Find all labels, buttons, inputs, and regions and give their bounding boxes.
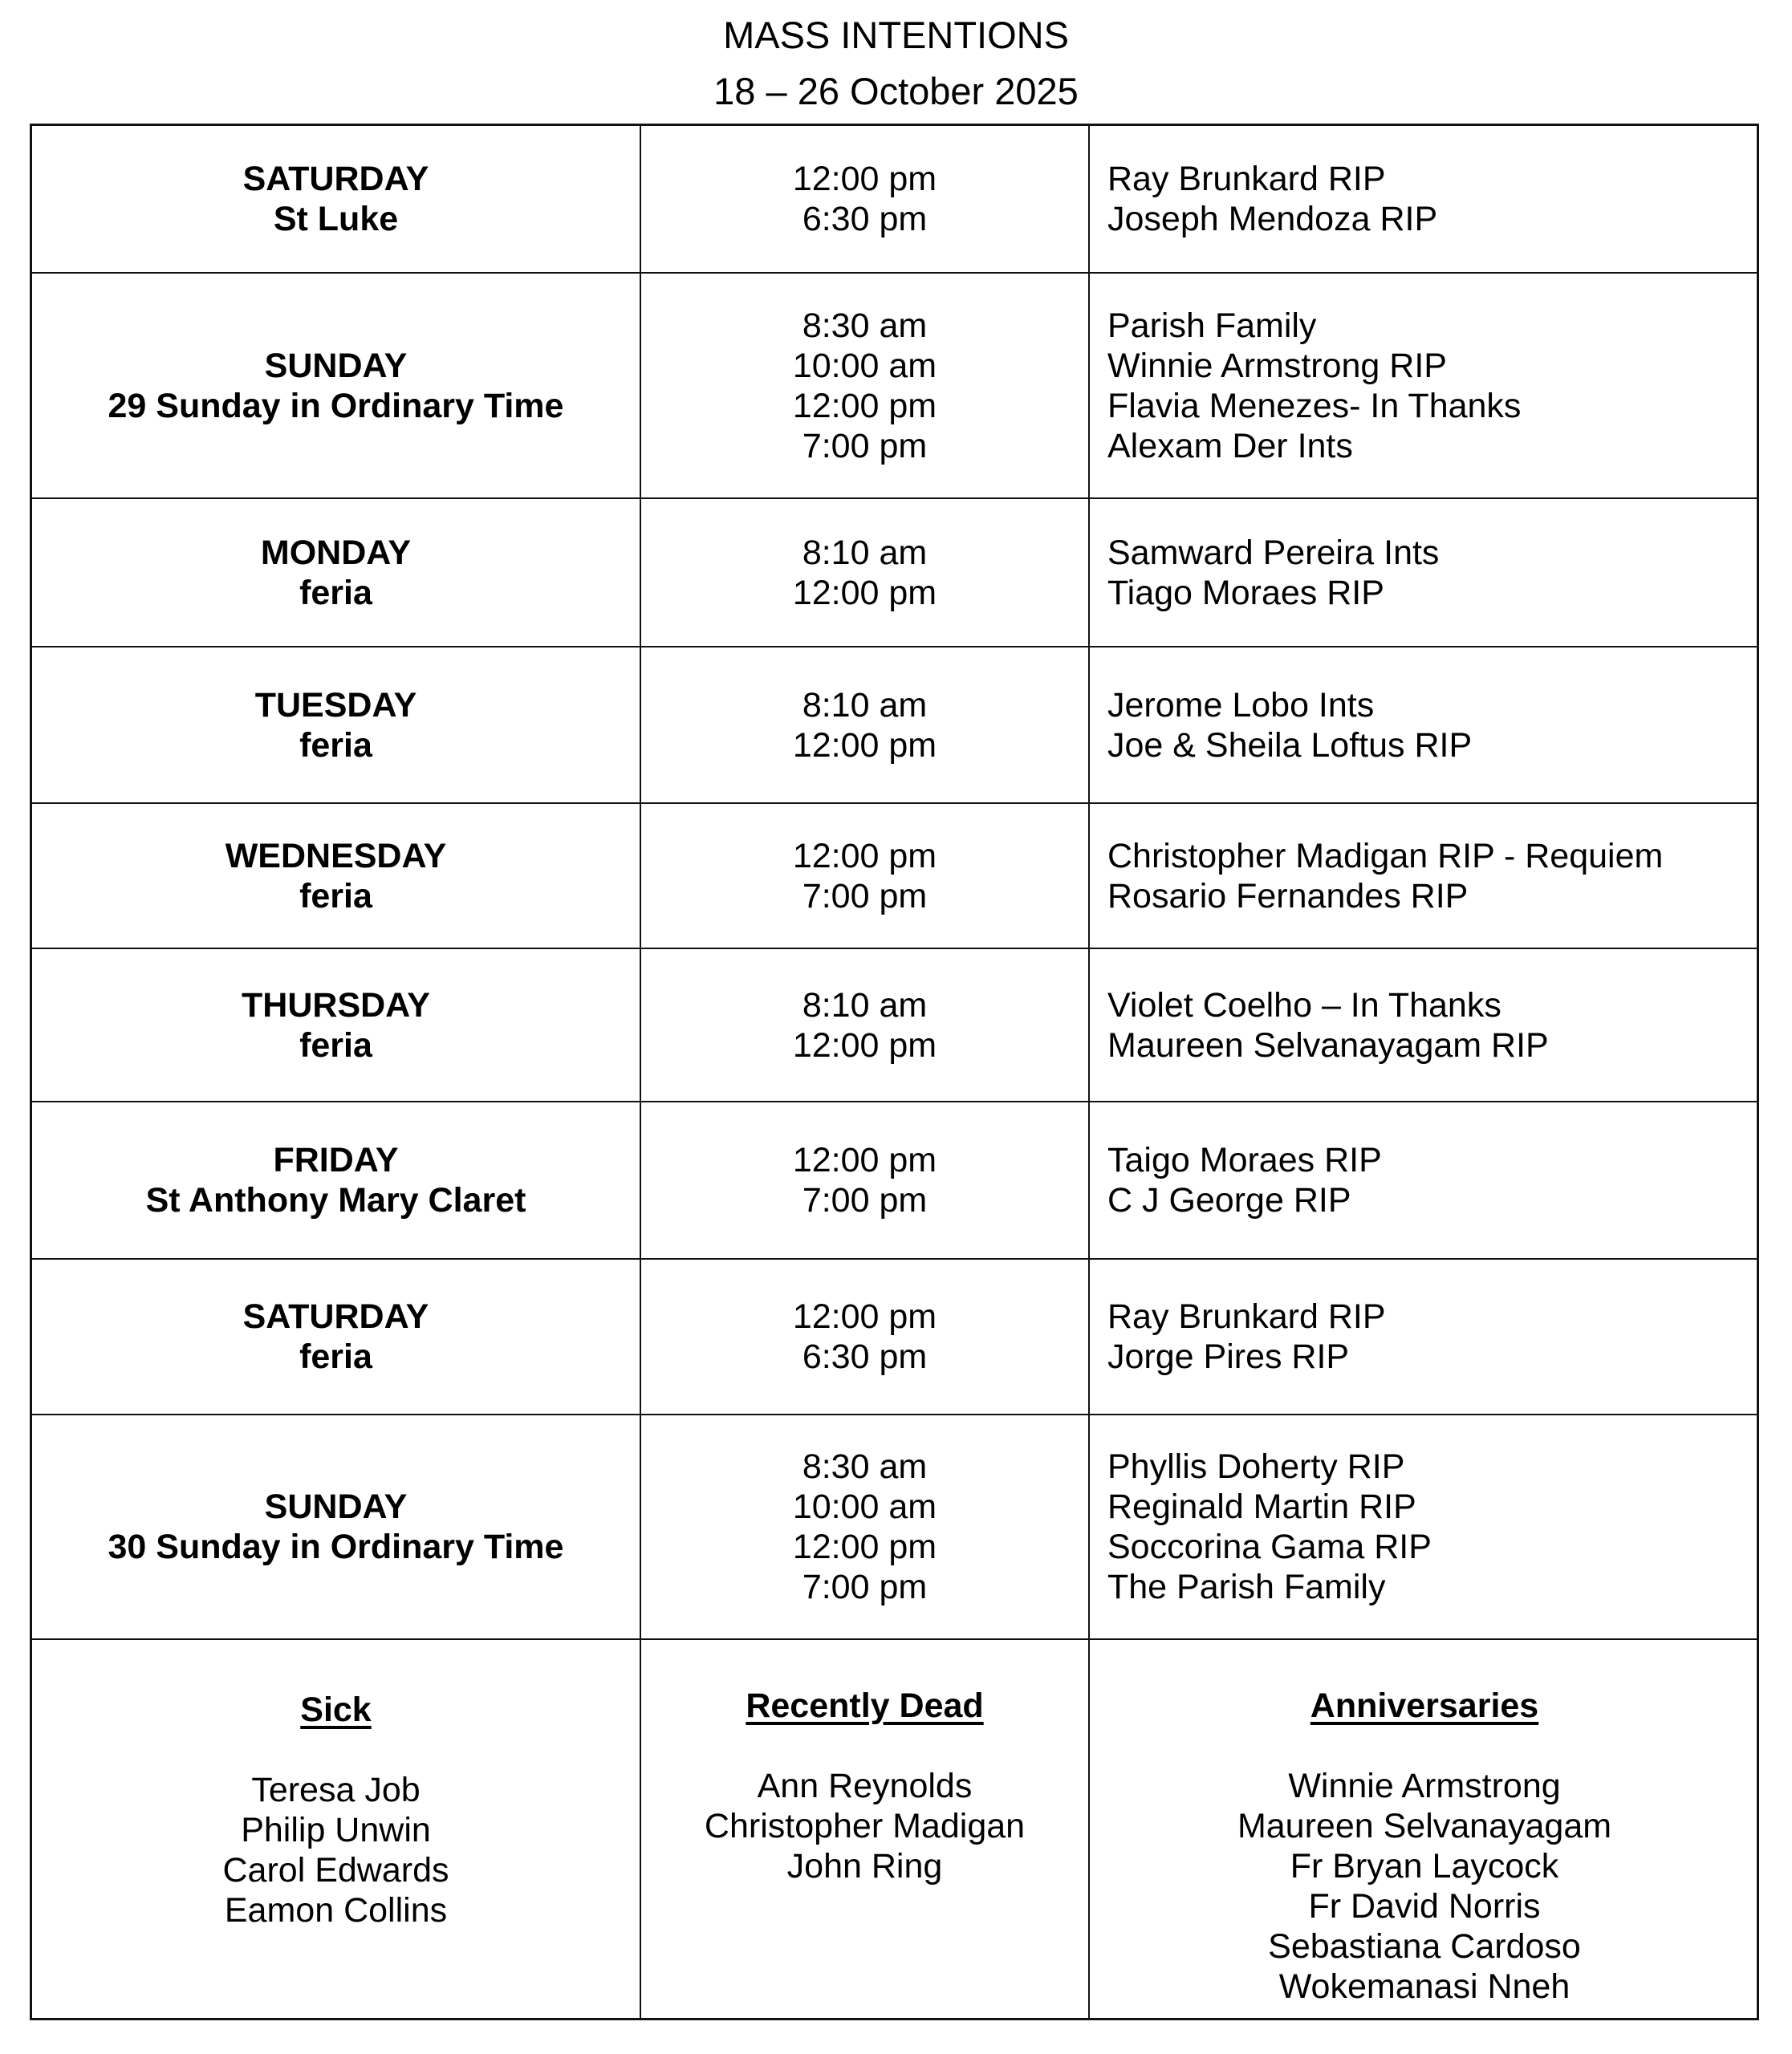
intentions-cell xyxy=(1090,647,1759,802)
intention: Tiago Moraes RIP xyxy=(1107,573,1384,612)
day-name: THURSDAY xyxy=(242,985,430,1025)
feast-name: 29 Sunday in Ordinary Time xyxy=(108,386,564,425)
table-row xyxy=(32,1102,1757,1260)
times-cell xyxy=(641,949,1090,1101)
table-row xyxy=(32,804,1757,949)
day-name: WEDNESDAY xyxy=(225,836,447,875)
times-cell xyxy=(641,1415,1090,1638)
anniversary-name: Maureen Selvanayagam xyxy=(1237,1807,1612,1845)
table-row xyxy=(32,949,1757,1102)
feast-name: feria xyxy=(299,573,372,612)
intentions-cell xyxy=(1090,499,1759,646)
mass-time: 12:00 pm xyxy=(792,1297,937,1336)
times-cell xyxy=(641,804,1090,948)
mass-time: 12:00 pm xyxy=(792,1025,937,1065)
times-cell xyxy=(641,274,1090,497)
intention: Joe & Sheila Loftus RIP xyxy=(1107,725,1473,765)
mass-time: 8:30 am xyxy=(802,1447,928,1486)
day-name: MONDAY xyxy=(260,533,412,572)
mass-time: 8:10 am xyxy=(802,533,928,572)
sick-name: Eamon Collins xyxy=(224,1891,448,1930)
day-cell xyxy=(32,804,641,948)
feast-name: feria xyxy=(299,1025,372,1065)
sick-list xyxy=(32,1640,641,2018)
sick-heading: Sick xyxy=(300,1691,372,1729)
intention: Alexam Der Ints xyxy=(1107,426,1353,465)
anniversary-name: Sebastiana Cardoso xyxy=(1268,1927,1581,1966)
feast-name: St Anthony Mary Claret xyxy=(145,1181,526,1220)
date-range: 18 – 26 October 2025 xyxy=(713,70,1079,112)
intention: Ray Brunkard RIP xyxy=(1107,1297,1386,1336)
anniversaries-heading: Anniversaries xyxy=(1310,1687,1539,1725)
day-cell xyxy=(32,499,641,646)
mass-time: 6:30 pm xyxy=(802,200,928,238)
intentions-cell xyxy=(1090,804,1759,948)
intention: Taigo Moraes RIP xyxy=(1107,1141,1382,1179)
intention: Violet Coelho – In Thanks xyxy=(1107,985,1501,1025)
intention: Phyllis Doherty RIP xyxy=(1107,1447,1405,1486)
intentions-cell xyxy=(1090,1260,1759,1414)
intention: Soccorina Gama RIP xyxy=(1107,1528,1432,1566)
day-name: SUNDAY xyxy=(264,1488,408,1526)
anniversary-name: Wokemanasi Nneh xyxy=(1278,1967,1571,2006)
anniversary-name: Fr Bryan Laycock xyxy=(1290,1847,1559,1886)
intentions-cell xyxy=(1090,949,1759,1101)
intention: C J George RIP xyxy=(1107,1181,1351,1220)
table-row xyxy=(32,126,1757,274)
recently-dead-name: John Ring xyxy=(786,1847,943,1886)
feast-name: St Luke xyxy=(273,200,399,238)
mass-time: 7:00 pm xyxy=(802,876,928,915)
intention: Flavia Menezes- In Thanks xyxy=(1107,386,1522,425)
mass-time: 12:00 pm xyxy=(792,1528,937,1566)
table-row xyxy=(32,499,1757,647)
mass-time: 10:00 am xyxy=(792,1488,937,1526)
anniversaries-list xyxy=(1090,1640,1759,2018)
times-cell xyxy=(641,647,1090,802)
mass-time: 12:00 pm xyxy=(792,160,937,198)
recently-dead-name: Ann Reynolds xyxy=(757,1767,973,1805)
mass-time: 7:00 pm xyxy=(802,1181,928,1220)
table-row xyxy=(32,647,1757,804)
anniversary-name: Winnie Armstrong xyxy=(1288,1767,1561,1805)
mass-time: 7:00 pm xyxy=(802,426,928,465)
mass-time: 12:00 pm xyxy=(792,1141,937,1179)
intention: Winnie Armstrong RIP xyxy=(1107,346,1447,385)
day-cell xyxy=(32,1102,641,1258)
day-name: FRIDAY xyxy=(273,1141,399,1179)
table-row xyxy=(32,1415,1757,1640)
mass-time: 12:00 pm xyxy=(792,836,937,875)
intention: Jerome Lobo Ints xyxy=(1107,685,1375,725)
day-cell xyxy=(32,647,641,802)
times-cell xyxy=(641,1102,1090,1258)
page-title: MASS INTENTIONS xyxy=(723,14,1069,56)
sick-name: Teresa Job xyxy=(251,1771,421,1809)
mass-time: 8:10 am xyxy=(802,985,928,1025)
intention: Ray Brunkard RIP xyxy=(1107,160,1386,198)
sick-name: Carol Edwards xyxy=(222,1851,449,1890)
feast-name: feria xyxy=(299,725,372,765)
day-cell xyxy=(32,949,641,1101)
times-cell xyxy=(641,1260,1090,1414)
table-row xyxy=(32,1260,1757,1415)
mass-time: 8:10 am xyxy=(802,685,928,725)
intentions-cell xyxy=(1090,126,1759,272)
times-cell xyxy=(641,126,1090,272)
day-cell xyxy=(32,126,641,272)
day-name: TUESDAY xyxy=(254,685,417,725)
day-cell xyxy=(32,1415,641,1638)
mass-time: 12:00 pm xyxy=(792,386,937,425)
intention: Jorge Pires RIP xyxy=(1107,1338,1350,1376)
day-name: SATURDAY xyxy=(242,160,429,198)
day-cell xyxy=(32,274,641,497)
prayer-lists-row xyxy=(32,1640,1757,2018)
intention: Samward Pereira Ints xyxy=(1107,533,1440,572)
mass-time: 10:00 am xyxy=(792,346,937,385)
recently-dead-heading: Recently Dead xyxy=(746,1687,984,1725)
feast-name: feria xyxy=(299,1338,372,1376)
sick-name: Philip Unwin xyxy=(241,1811,431,1849)
intention: Reginald Martin RIP xyxy=(1107,1488,1416,1526)
intention: Rosario Fernandes RIP xyxy=(1107,876,1469,915)
mass-time: 8:30 am xyxy=(802,306,928,345)
times-cell xyxy=(641,499,1090,646)
day-cell xyxy=(32,1260,641,1414)
day-name: SUNDAY xyxy=(264,346,408,385)
day-name: SATURDAY xyxy=(242,1297,429,1336)
intention: Joseph Mendoza RIP xyxy=(1107,200,1438,238)
intentions-cell xyxy=(1090,1415,1759,1638)
mass-time: 12:00 pm xyxy=(792,573,937,612)
mass-intentions-table xyxy=(30,124,1759,2020)
feast-name: feria xyxy=(299,876,372,915)
mass-time: 6:30 pm xyxy=(802,1338,928,1376)
table-row xyxy=(32,274,1757,499)
intention: Parish Family xyxy=(1107,306,1317,345)
intention: The Parish Family xyxy=(1107,1568,1386,1606)
recently-dead-name: Christopher Madigan xyxy=(704,1807,1026,1845)
intention: Maureen Selvanayagam RIP xyxy=(1107,1025,1549,1065)
intentions-cell xyxy=(1090,274,1759,497)
intention: Christopher Madigan RIP - Requiem xyxy=(1107,836,1664,875)
mass-time: 12:00 pm xyxy=(792,725,937,765)
feast-name: 30 Sunday in Ordinary Time xyxy=(108,1528,564,1566)
recently-dead-list xyxy=(641,1640,1090,2018)
mass-time: 7:00 pm xyxy=(802,1568,928,1606)
intentions-cell xyxy=(1090,1102,1759,1258)
anniversary-name: Fr David Norris xyxy=(1308,1887,1541,1926)
